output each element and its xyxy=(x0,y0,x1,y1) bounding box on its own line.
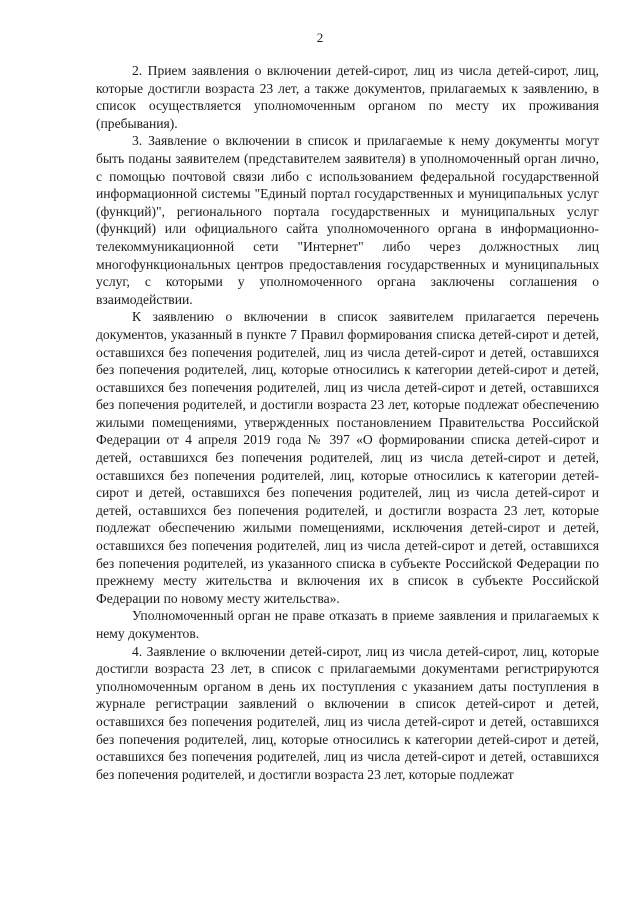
page-number: 2 xyxy=(316,30,324,45)
document-body xyxy=(96,62,599,783)
paragraph-item-4: 4. Заявление о включении детей-сирот, лиц из числа детей-сирот, лиц, которые достигли возраста 23 лет, в список с прилагаемыми документами регистрируются уполномоченным органом в день их поступления с указанием даты поступления в журнале регистрации заявлений о включении в список детей-сирот и детей, оставшихся без попечения родителей, лиц из числа детей-сирот и детей, оставшихся без попечения родителей, лиц, которые относились к категории детей-сирот и детей, оставшихся без попечения родителей, лиц из числа детей-сирот и детей, оставшихся без попечения родителей, и достигли возраста 23 лет, которые подлежат xyxy=(96,643,599,782)
paragraph-item-3: 3. Заявление о включении в список и прилагаемые к нему документы могут быть поданы заявителем (представителем заявителя) в уполномоченный орган лично, с помощью почтовой связи либо с использованием федеральной государственной информационной системы "Единый портал государственных и муниципальных услуг (функций)", регионального портала государственных и муниципальных услуг (функций) или официального сайта уполномоченного органа в информационно-телекоммуникационной сети "Интернет" либо через должностных лиц многофункциональных центров предоставления государственных и муниципальных услуг, с которыми у уполномоченного органа заключены соглашения о взаимодействии. xyxy=(96,133,599,307)
paragraph-item-2: 2. Прием заявления о включении детей-сирот, лиц из числа детей-сирот, лиц, которые достигли возраста 23 лет, а также документов, прилагаемых к заявлению, в список осуществляется уполномоченным органом по месту их проживания (пребывания). xyxy=(96,63,599,131)
paragraph-no-refusal: Уполномоченный орган не праве отказать в приеме заявления и прилагаемых к нему документов. xyxy=(96,608,599,641)
paragraph-attachments: К заявлению о включении в список заявителем прилагается перечень документов, указанный в пункте 7 Правил формирования списка детей-сирот и детей, оставшихся без попечения родителей, лиц из числа детей-сирот и детей, оставшихся без попечения родителей, лиц, которые относились к категории детей-сирот и детей, оставшихся без попечения родителей, лиц из числа детей-сирот и детей, оставшихся без попечения родителей, и достигли возраста 23 лет, которые подлежат обеспечению жилыми помещениями, утвержденных постановлением Правительства Российской Федерации от 4 апреля 2019 года № 397 «О формировании списка детей-сирот и детей, оставшихся без попечения родителей, лиц из числа детей-сирот и детей, оставшихся без попечения родителей, лиц, которые относились к категории детей-сирот и детей, оставшихся без попечения родителей, лиц из числа детей-сирот и детей, оставшихся без попечения родителей, и достигли возраста 23 лет, которые подлежат обеспечению жилыми помещениями, исключения детей-сирот и детей, оставшихся без попечения родителей, лиц из числа детей-сирот и детей, оставшихся без попечения родителей, из указанного списка в субъекте Российской Федерации по прежнему месту жительства и включения их в список в субъекте Российской Федерации по новому месту жительства». xyxy=(96,309,599,606)
